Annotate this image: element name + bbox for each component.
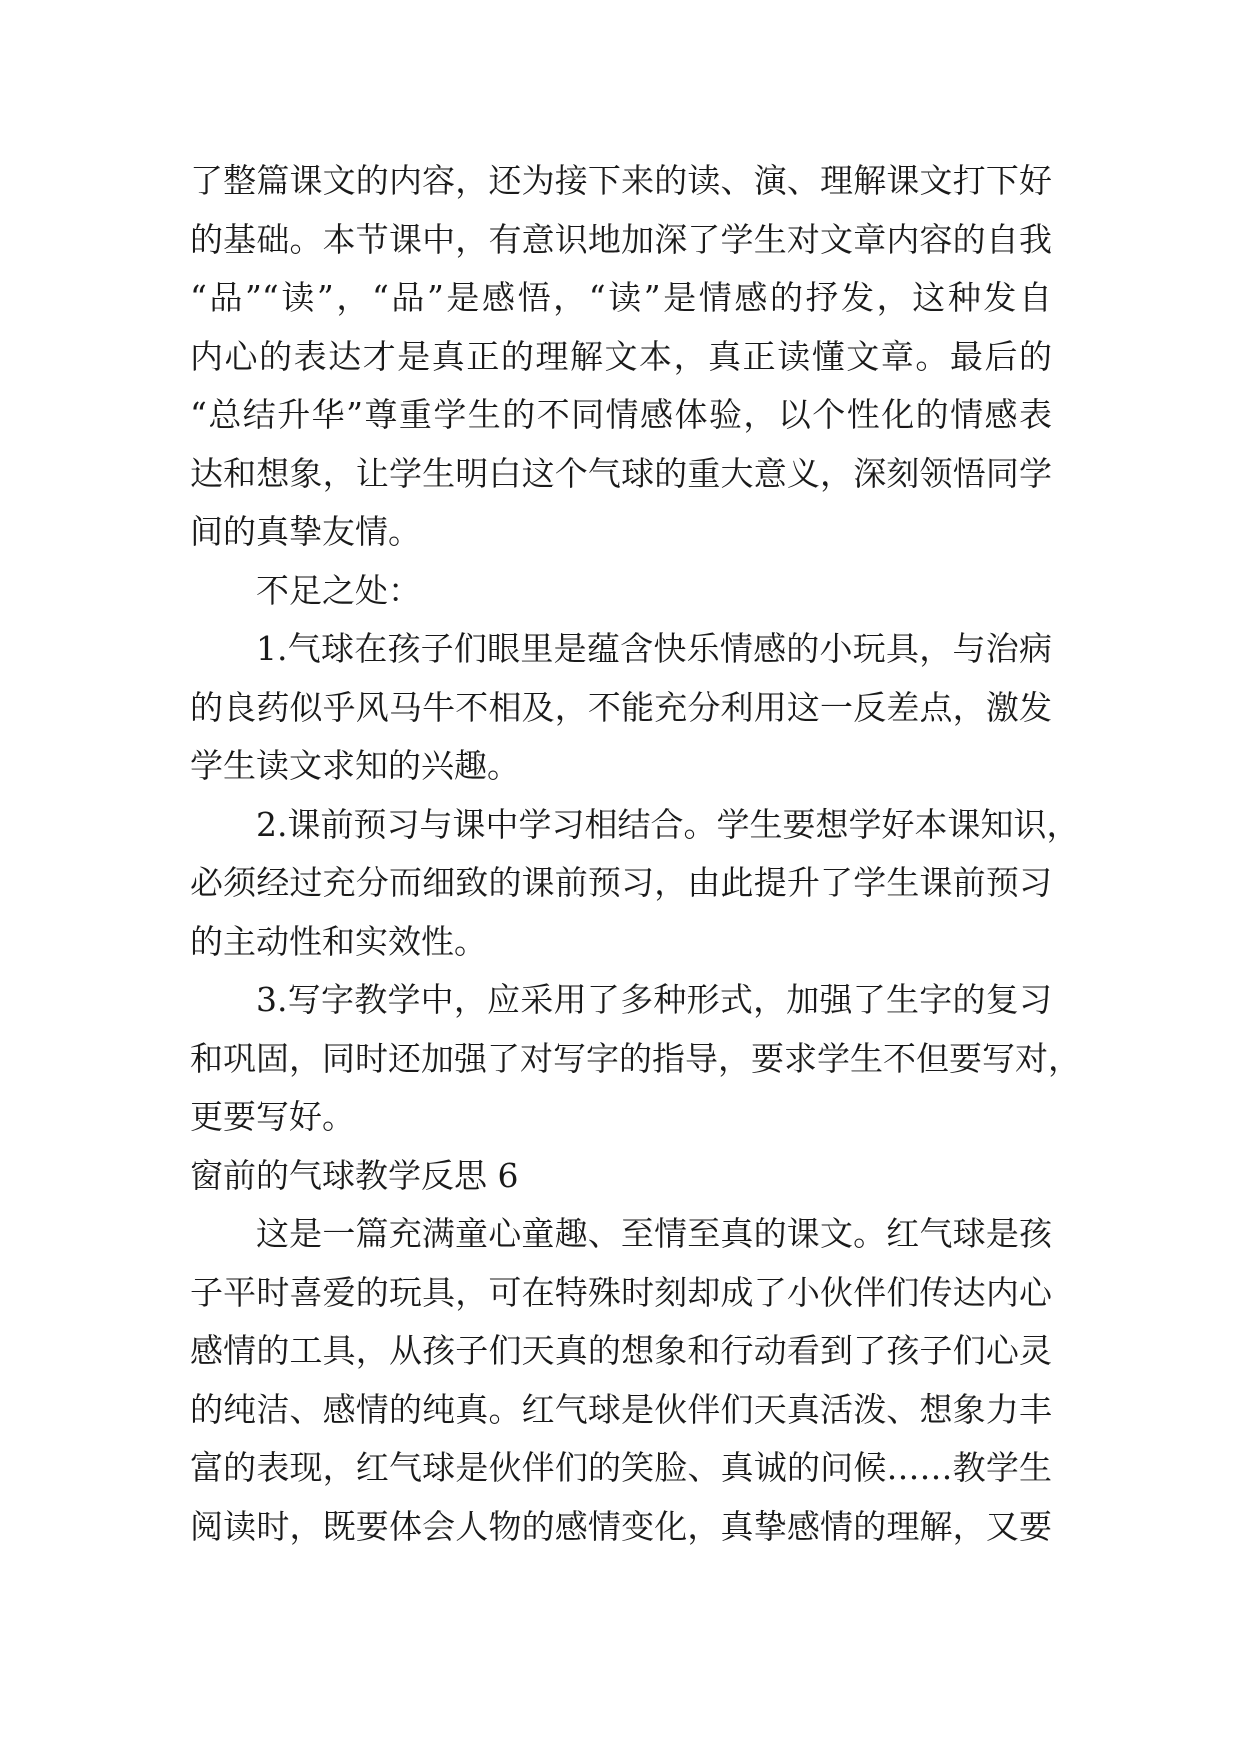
text-line: 富的表现，红气球是伙伴们的笑脸、真诚的问候……教学生 [190,1448,1052,1487]
text-line: 达和想象，让学生明白这个气球的重大意义，深刻领悟同学 [190,453,1052,493]
text-line: “总结升华”尊重学生的不同情感体验，以个性化的情感表 [190,395,1052,434]
paragraph [190,562,1052,621]
text-line: 必须经过充分而细致的课前预习，由此提升了学生课前预习 [190,863,1052,902]
text-line: 的良药似乎风马牛不相及，不能充分利用这一反差点，激发 [190,687,1052,727]
paragraph [190,796,1080,972]
text-line: 了整篇课文的内容，还为接下来的读、演、理解课文打下好 [190,161,1052,200]
text-line: 1.气球在孩子们眼里是蕴含快乐情感的小玩具，与治病 [256,629,1052,668]
text-line: 的基础。本节课中，有意识地加深了学生对文章内容的自我 [190,219,1052,259]
paragraph [190,620,1052,796]
text-line: 这是一篇充满童心童趣、至情至真的课文。红气球是孩 [256,1214,1052,1253]
section-heading [190,1147,1052,1206]
text-line: 和巩固，同时还加强了对写字的指导，要求学生不但要写对， [190,1038,1081,1078]
paragraph [190,1205,1052,1556]
text-line: 学生读文求知的兴趣。 [190,746,520,785]
text-line: “品”“读”，“品”是感悟，“读”是情感的抒发，这种发自 [190,278,1052,317]
paragraph [190,971,1081,1147]
text-line: 的纯洁、感情的纯真。红气球是伙伴们天真活泼、想象力丰 [190,1389,1052,1429]
text-line: 间的真挚友情。 [190,512,421,551]
text-line: 子平时喜爱的玩具，可在特殊时刻却成了小伙伴们传达内心 [190,1272,1052,1312]
text-line: 的主动性和实效性。 [190,921,487,961]
paragraph [190,152,1052,562]
text-line: 2.课前预习与课中学习相结合。学生要想学好本课知识， [256,804,1080,844]
text-line: 内心的表达才是真正的理解文本，真正读懂文章。最后的 [190,336,1052,376]
text-line: 更要写好。 [190,1097,355,1136]
text-line: 阅读时，既要体会人物的感情变化，真挚感情的理解，又要 [190,1506,1052,1546]
document-body [190,152,1081,1556]
section-title: 窗前的气球教学反思 6 [190,1155,519,1195]
subheading-shortcomings: 不足之处： [256,570,421,610]
text-line: 感情的工具，从孩子们天真的想象和行动看到了孩子们心灵 [190,1331,1052,1370]
text-line: 3.写字教学中，应采用了多种形式，加强了生字的复习 [256,980,1052,1019]
